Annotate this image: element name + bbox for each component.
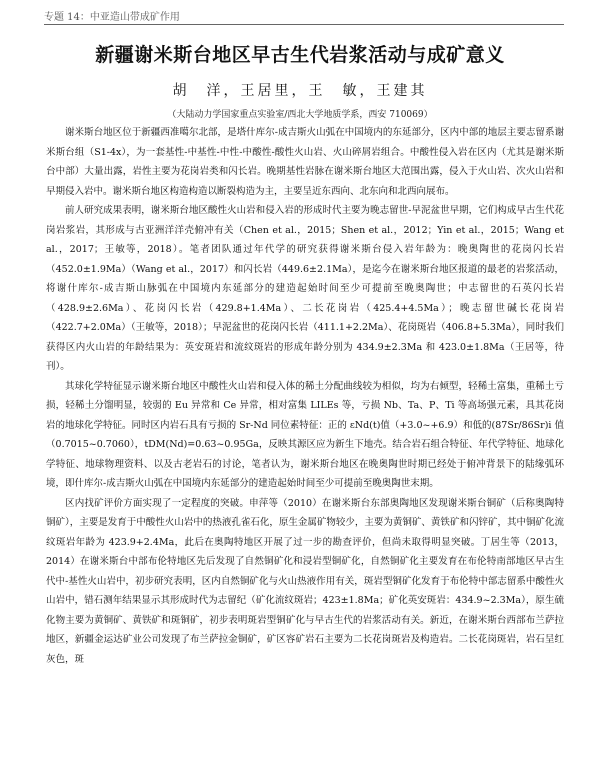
paragraph-geochemistry: 其球化学特征显示谢米斯台地区中酸性火山岩和侵入体的稀土分配曲线较为相似，均为右倾型，轻稀土富集，重稀土亏损，轻稀土分馏明显，较弱的 Eu 异常和 Ce 异常，相对富集 LILEs 等，亏损 Nb、Ta、P、Ti 等高场强元素，具其花岗岩的地球化学特征。同时区内岩石具有亏损的 Sr-Nd 同位素特征：正的 εNd(t)值（+3.0~+6.9）和低的(87Sr/86Sr)i 值（0.7015~0.7060），tDM(Nd)=0.63~0.95Ga，反映其源区应为新生下地壳。结合岩石组合特征、年代学特征、地球化学特征、地球物理资料、以及古老岩石的讨论，笔者认为，谢米斯台地区在晚奥陶世时期已经处于俯冲背景下的陆缘弧环境，即什库尔-成吉斯火山弧在中国境内东延部分的建造起始时间至少可提前至晚奥陶世末期。 <box>46 380 564 489</box>
paragraph-mineralization: 区内找矿评价方面实现了一定程度的突破。申萍等（2010）在谢米斯台东部奥陶地区发现谢米斯台铜矿（后称奥陶特铜矿），主要是发育于中酸性火山岩中的热液孔雀石化，原生金属矿物较少，主要为黄铜矿、黄铁矿和闪锌矿，其中铜矿化流纹斑岩年龄为 423.9+2.4Ma，此后在奥陶特地区开展了过一步的勘查评价，但尚未取得明显突破。丁居生等（2013，2014）在谢米斯台中部布伦特地区先后发现了自然铜矿化和浸岩型铜矿化，自然铜矿化主要发育在布伦特南部地区早古生代中-基性火山岩中，初步研究表明，区内自然铜矿化与火山热液作用有关，斑岩型铜矿化发育于布伦特中部志留系中酸性火山岩中，错石测年结果显示其形成时代为志留纪（矿化流纹斑岩；423±1.8Ma；矿化英安斑岩：434.9~2.3Ma），原生硫化物主要为黄铜矿、黄铁矿和斑铜矿，初步表明斑岩型铜矿化与早古生代的岩浆活动有关。新近，在谢米斯台西部布兰萨拉地区，新疆金运达矿业公司发现了布兰萨拉金铜矿，矿区容矿岩石主要为二长花岗斑岩及构造岩。二长花岗斑岩，岩石呈红灰色，斑 <box>46 497 564 665</box>
paper-title: 新疆谢米斯台地区早古生代岩浆活动与成矿意义 <box>95 44 505 66</box>
affiliation: （大陆动力学国家重点实验室/西北大学地质学系，西安 710069） <box>167 110 433 120</box>
running-header: 专题 14：中亚造山带成矿作用 <box>44 12 180 23</box>
header-rule <box>44 24 564 25</box>
paragraph-geochronology: 前人研究成果表明，谢米斯台地区酸性火山岩和侵入岩的形成时代主要为晚志留世-早泥盆世早期，它们构成早古生代花岗岩浆岩，其形成与古亚洲洋洋壳俯冲有关（Chen et al.，2015；Shen et al.，2012；Yin et al.，2015；Wang et al.，2017；王敏等，2018）。笔者团队通过年代学的研究获得谢米斯台侵入岩年龄为：晚奥陶世的花岗闪长岩（452.0±1.9Ma）（Wang et al.，2017）和闪长岩（449.6±2.1Ma），是迄今在谢米斯台地区报道的最老的岩浆活动，将谢什库尔-成吉斯山脉弧在中国境内东延部分的建造起始时间至少可提前至晚奥陶世；中志留世的石英闪长岩（428.9±2.6Ma）、花岗闪长岩（429.8+1.4Ma）、二长花岗岩（425.4+4.5Ma）；晚志留世碱长花岗岩（422.7+2.0Ma）（王敏等，2018）；早泥盆世的花岗闪长岩（411.1+2.2Ma）、花岗斑岩（406.8+5.3Ma），同时我们获得区内火山岩的年龄结果为：英安斑岩和流纹斑岩的形成年龄分别为 434.9±2.3Ma 和 423.0±1.8Ma（王居等，待刊）。 <box>46 205 564 372</box>
paragraph-geology: 谢米斯台地区位于新疆西准噶尔北部，是塔什库尔-成吉斯火山弧在中国境内的东延部分，区内中部的地层主要志留系谢米斯台组（S1-4x），为一套基性-中基性-中性-中酸性-酸性火山岩、火山碎屑岩组合。中酸性侵入岩在区内（尤其是谢米斯台中部）大量出露，岩性主要为花岗岩类和闪长岩。晚期基性岩脉在谢米斯台地区大范围出露，侵入于火山岩、次火山岩和早期侵入岩中。谢米斯台地区构造构造以断裂构造为主，主要呈近东西向、北东向和北西向展布。 <box>46 127 564 197</box>
abstract-body <box>46 123 564 669</box>
author-list: 胡 洋，王居里，王 敏，王建其 <box>172 83 428 99</box>
